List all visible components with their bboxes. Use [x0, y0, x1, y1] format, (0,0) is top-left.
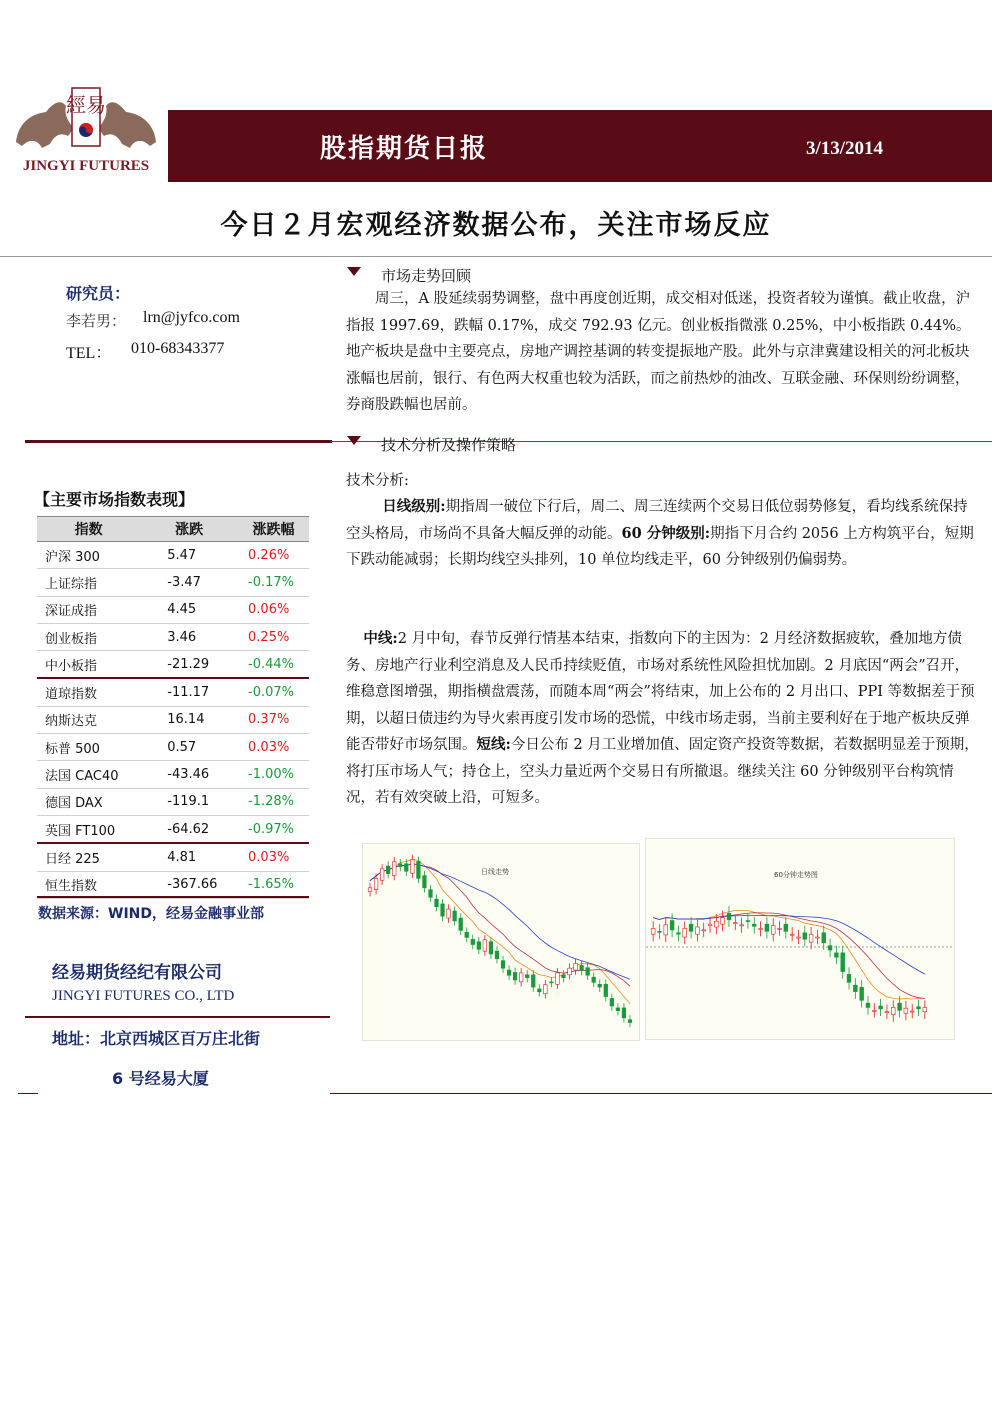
tel-value: 010-68343377 — [131, 340, 225, 357]
candle — [860, 987, 864, 1000]
index-name: 深证成指 — [37, 596, 140, 623]
candle — [689, 924, 693, 931]
candle — [404, 864, 408, 872]
candle — [544, 985, 548, 994]
candle — [664, 925, 668, 935]
m60-candlestick-chart — [646, 839, 954, 1039]
candle — [525, 975, 529, 978]
table-row — [37, 542, 309, 569]
candle — [459, 918, 463, 930]
index-change: -11.17 — [140, 678, 238, 706]
candle — [477, 942, 481, 950]
report-title: 股指期货日报 — [320, 134, 489, 164]
candle — [568, 968, 572, 975]
divider — [330, 1093, 992, 1094]
candle — [417, 861, 421, 878]
candle — [435, 899, 439, 907]
divider — [0, 256, 992, 257]
section-title-tech: 技术分析及操作策略 — [381, 436, 517, 454]
logo-seal-text: 經易 — [66, 93, 106, 117]
col-header-name: 指数 — [37, 517, 140, 542]
index-change: -3.47 — [140, 569, 238, 596]
logo-text: JINGYI FUTURES — [22, 158, 150, 174]
candle — [740, 925, 744, 926]
candle — [834, 953, 838, 957]
index-change: 4.45 — [140, 596, 238, 623]
m60-level-text: 期指下月合约 2056 上方构筑平台，短期下跌动能减弱；长期均线空头排列，10 单位均线走平，60 分钟级别仍偏弱势。 — [346, 525, 974, 568]
index-change: 3.46 — [140, 623, 238, 650]
candle — [797, 937, 801, 938]
candle — [471, 939, 475, 944]
index-change: -21.29 — [140, 651, 238, 679]
tech-analysis-text — [346, 494, 981, 574]
candle — [368, 888, 372, 892]
daily-level-text: 期指周一破位下行后，周二、周三连续两个交易日低位弱势修复，看均线系统保持空头格局，市场尚不具备大幅反弹的动能。 — [346, 499, 968, 542]
index-name: 法国 CAC40 — [37, 761, 140, 788]
index-name: 日经 225 — [37, 843, 140, 871]
table-row — [37, 596, 309, 623]
candle — [746, 921, 750, 922]
candle — [677, 933, 681, 934]
candle — [537, 989, 541, 992]
researcher-label: 研究员： — [66, 284, 131, 303]
daily-chart-title: 日线走势 — [481, 868, 509, 876]
candle — [714, 921, 718, 927]
bullet-arrow-icon — [347, 436, 361, 445]
candle — [604, 984, 608, 996]
candle — [465, 932, 469, 937]
candle — [392, 862, 396, 876]
moving-average-line — [653, 913, 925, 999]
researcher-email-link[interactable]: lrn@jyfco.com — [143, 309, 240, 326]
divider — [25, 1016, 330, 1018]
mid-short-text — [346, 626, 981, 812]
candle — [386, 866, 390, 874]
candle — [923, 1007, 927, 1011]
candle — [550, 982, 554, 983]
candle — [784, 924, 788, 931]
index-pct: -0.44% — [238, 651, 309, 679]
index-name: 恒生指数 — [37, 871, 140, 898]
candle — [495, 951, 499, 959]
candle — [616, 1008, 620, 1011]
candle — [574, 963, 578, 970]
candle — [411, 859, 415, 873]
data-source: 数据来源：WIND，经易金融事业部 — [38, 906, 264, 922]
candle — [683, 928, 687, 937]
candle — [628, 1020, 632, 1023]
index-change: 0.57 — [140, 734, 238, 761]
index-change: -367.66 — [140, 871, 238, 898]
candle — [651, 928, 655, 934]
index-pct: -1.00% — [238, 761, 309, 788]
candle — [803, 933, 807, 939]
address-line-1: 地址：北京西城区百万庄北街 — [52, 1029, 261, 1048]
table-row — [37, 734, 309, 761]
address-line-2: 6 号经易大厦 — [112, 1069, 209, 1088]
moving-average-line — [653, 910, 925, 999]
tech-analysis-label: 技术分析: — [346, 473, 409, 489]
table-header-row — [37, 517, 309, 542]
col-header-change: 涨跌 — [140, 517, 238, 542]
candle — [670, 921, 674, 930]
index-name: 沪深 300 — [37, 542, 140, 569]
index-change: -64.62 — [140, 815, 238, 843]
candle — [708, 924, 712, 925]
section-title-market: 市场走势回顾 — [381, 267, 472, 285]
m60-level-label: 60 分钟级别: — [621, 524, 711, 542]
divider — [25, 440, 332, 443]
divider — [18, 1093, 38, 1094]
candle — [778, 928, 782, 929]
candle — [695, 927, 699, 934]
candle — [828, 946, 832, 950]
table-row — [37, 678, 309, 706]
candle — [441, 904, 445, 916]
index-name: 中小板指 — [37, 651, 140, 679]
table-row — [37, 651, 309, 679]
candle — [598, 984, 602, 987]
index-pct: 0.06% — [238, 596, 309, 623]
candle — [904, 1008, 908, 1013]
index-pct: -1.28% — [238, 788, 309, 815]
candle — [866, 1003, 870, 1007]
index-name: 标普 500 — [37, 734, 140, 761]
candle — [841, 953, 845, 972]
index-change: 5.47 — [140, 542, 238, 569]
m60-chart-title: 60分钟走势图 — [774, 871, 818, 879]
candle — [879, 1006, 883, 1009]
table-row — [37, 706, 309, 733]
candle — [531, 975, 535, 987]
index-pct: -0.17% — [238, 569, 309, 596]
tel-label: TEL： — [66, 345, 112, 362]
candle — [759, 928, 763, 929]
candle — [447, 909, 451, 918]
moving-average-line — [370, 864, 630, 979]
table-row — [37, 843, 309, 871]
table-row — [37, 623, 309, 650]
candle — [872, 1010, 876, 1011]
candle — [513, 972, 517, 980]
candle — [622, 1008, 626, 1018]
index-pct: 0.25% — [238, 623, 309, 650]
candle — [592, 977, 596, 982]
index-pct: -0.97% — [238, 815, 309, 843]
index-table — [37, 516, 309, 899]
candle — [910, 1011, 914, 1012]
candle — [507, 970, 511, 975]
candle — [721, 918, 725, 924]
moving-average-line — [370, 864, 630, 986]
candle — [398, 864, 402, 867]
candle — [429, 890, 433, 898]
index-change: 4.81 — [140, 843, 238, 871]
report-date: 3/13/2014 — [806, 138, 884, 159]
candle — [765, 924, 769, 931]
market-review-text: 周三，A 股延续弱势调整，盘中再度创近期，成交相对低迷，投资者较为谨慎。截止收盘，沪指报 1997.69，跌幅 0.17%，成交 792.93 亿元。创业板指微涨 0.25%，中小板指跌 0.44%。地产板块是盘中主要亮点，房地产调控基调的转变提振地产股。此外与京津冀建设相关的河北板块涨幅也居前，银行、有色两大权重也较为活跃，而之前热炒的油改、互联金融、环保则纷纷调整，券商股跌幅也居前。 — [346, 291, 971, 413]
candle — [702, 930, 706, 931]
index-change: 16.14 — [140, 706, 238, 733]
candle — [423, 876, 427, 888]
m60-chart — [645, 838, 955, 1040]
index-change: -43.46 — [140, 761, 238, 788]
mid-term-text: 2 月中旬，春节反弹行情基本结束，指数向下的主因为：2 月经济数据疲软，叠加地方债务、房地产行业利空消息及人民币持续贬值，市场对系统性风险担忧加剧。2 月底因“两会”召开，维稳意图增强，期指横盘震荡，而随本周“两会”将结束，加上公布的 2 月出口、PPI 等数据差于预期，以超日债违约为导火索再度引发市场的恐慌，中线市场走弱，当前主要利好在于地产板块反弹能否带好市场氛围。 — [346, 631, 975, 753]
bullet-arrow-icon — [347, 267, 361, 276]
daily-level-label: 日线级别: — [382, 498, 446, 515]
table-row — [37, 761, 309, 788]
candle — [809, 934, 813, 942]
table-row — [37, 871, 309, 898]
table-row — [37, 815, 309, 843]
candle — [847, 974, 851, 982]
candle — [885, 1012, 889, 1013]
candle — [898, 1003, 902, 1010]
candle — [380, 869, 384, 880]
index-pct: 0.37% — [238, 706, 309, 733]
candle — [580, 965, 584, 970]
bull-bear-logo-icon — [8, 84, 164, 176]
daily-chart — [362, 843, 640, 1041]
candle — [562, 975, 566, 978]
company-name-en: JINGYI FUTURES CO., LTD — [52, 988, 235, 1004]
candle — [917, 1007, 921, 1009]
short-term-label: 短线: — [476, 736, 511, 753]
candle — [556, 973, 560, 984]
candle — [586, 968, 590, 976]
candle — [519, 973, 523, 982]
candle — [771, 926, 775, 935]
index-name: 创业板指 — [37, 623, 140, 650]
candle — [853, 985, 857, 991]
candle — [891, 1007, 895, 1014]
index-pct: 0.03% — [238, 843, 309, 871]
index-pct: 0.26% — [238, 542, 309, 569]
table-row — [37, 788, 309, 815]
index-pct: -0.07% — [238, 678, 309, 706]
daily-candlestick-chart — [363, 844, 639, 1040]
index-table-title: 【主要市场指数表现】 — [34, 490, 195, 509]
moving-average-line — [653, 915, 925, 974]
candle — [453, 911, 457, 921]
candle — [727, 913, 731, 919]
candle — [610, 998, 614, 1006]
headline: 今日２月宏观经济数据公布，关注市场反应 — [220, 210, 772, 241]
candle — [822, 933, 826, 943]
candle — [733, 923, 737, 924]
company-logo — [8, 84, 164, 176]
candle — [816, 937, 820, 938]
index-change: -119.1 — [140, 788, 238, 815]
short-term-text: 今日公布 2 月工业增加值、固定资产投资等数据，若数据明显差于预期，将打压市场人气；持仓上，空头力量近两个交易日有所撤退。继续关注 60 分钟级别平台构筑情况，若有效突破上沿，可短多。 — [346, 737, 979, 806]
candle — [752, 924, 756, 926]
divider — [37, 896, 309, 898]
candle — [658, 931, 662, 932]
index-name: 纳斯达克 — [37, 706, 140, 733]
col-header-pct: 涨跌幅 — [238, 517, 309, 542]
index-name: 道琼指数 — [37, 678, 140, 706]
index-name: 上证综指 — [37, 569, 140, 596]
index-pct: 0.03% — [238, 734, 309, 761]
candle — [790, 934, 794, 935]
candle — [501, 961, 505, 969]
researcher-name: 李若男： — [66, 312, 127, 330]
company-name-cn: 经易期货经纪有限公司 — [52, 963, 222, 983]
index-pct: -1.65% — [238, 871, 309, 898]
candle — [489, 942, 493, 954]
index-name: 德国 DAX — [37, 788, 140, 815]
index-name: 英国 FT100 — [37, 815, 140, 843]
index-table-body — [37, 542, 309, 899]
mid-term-label: 中线: — [363, 630, 398, 647]
candle — [483, 940, 487, 951]
table-row — [37, 569, 309, 596]
candle — [374, 878, 378, 889]
